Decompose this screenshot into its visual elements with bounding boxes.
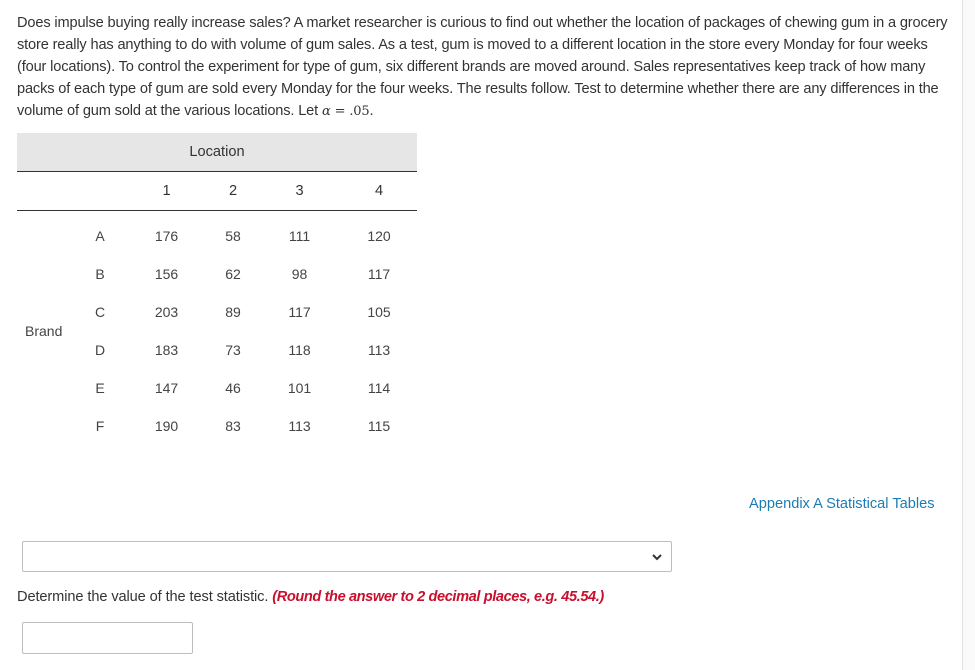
table-row: [17, 255, 417, 293]
alpha-symbol: α: [321, 104, 331, 119]
table-cell: 190: [154, 418, 179, 434]
brand-name: E: [95, 380, 105, 396]
appendix-tables-link[interactable]: Appendix A Statistical Tables: [749, 496, 935, 512]
brand-name: D: [94, 342, 106, 358]
table-cell: 114: [367, 380, 391, 396]
table-cell: 120: [367, 228, 391, 244]
scrollbar-track[interactable]: [962, 0, 975, 670]
table-cell: 101: [287, 380, 312, 396]
test-statistic-input[interactable]: [22, 622, 193, 654]
table-cell: 115: [367, 418, 391, 434]
brand-name: A: [95, 228, 105, 244]
table-cell: 83: [225, 418, 241, 434]
table-cell: 113: [367, 342, 391, 358]
column-header-row: [17, 172, 417, 211]
table-cell: 111: [288, 228, 311, 244]
table-cell: 58: [225, 228, 241, 244]
table-cell: 176: [154, 228, 179, 244]
chevron-down-icon: [651, 551, 663, 563]
instruction-label: Determine the value of the test statistic.: [17, 589, 269, 605]
table-row: [17, 293, 417, 331]
table-cell: 117: [367, 266, 391, 282]
table-cell: 117: [288, 304, 311, 320]
column-header: 1: [125, 172, 208, 211]
table-cell: 62: [225, 266, 241, 282]
table-cell: 73: [225, 342, 241, 358]
table-row: [17, 369, 417, 407]
rounding-note: (Round the answer to 2 decimal places, e.g. 45.54.): [272, 589, 604, 605]
brand-label: Brand: [25, 323, 63, 339]
column-header: 2: [208, 172, 258, 211]
table-cell: 147: [154, 380, 179, 396]
gum-sales-table: [17, 133, 417, 445]
alpha-value: = .05.: [330, 104, 374, 119]
brand-name: F: [95, 418, 105, 434]
table-row: [17, 217, 417, 255]
question-body: Does impulse buying really increase sales? A market researcher is curious to find out whether the location of packages of chewing gum in a grocery store really has anything to do with volume of gum sales. As a test, gum is moved to a different location in the store every Monday for four weeks (four locations). To control the experiment for type of gum, six different brands are moved around. Sales representatives keep track of how many packs of each type of gum are sold every Monday for the four weeks. The results follow. Test to determine whether there are any differences in the volume of gum sold at the various locations. Let: [17, 15, 948, 119]
column-header: 3: [258, 172, 341, 211]
table-cell: 46: [225, 380, 241, 396]
location-header: Location: [17, 133, 417, 172]
column-header: 4: [341, 172, 417, 211]
table-cell: 89: [225, 304, 241, 320]
brand-name: C: [94, 304, 106, 320]
table-cell: 203: [154, 304, 179, 320]
alpha-expression: [322, 104, 374, 119]
brand-name: B: [95, 266, 105, 282]
table-cell: 156: [154, 266, 179, 282]
table-row: [17, 407, 417, 445]
table-cell: 98: [291, 266, 308, 282]
table-cell: 118: [288, 342, 311, 358]
instruction-text: [17, 589, 604, 605]
table-cell: 113: [288, 418, 311, 434]
table-row: [17, 331, 417, 369]
table-cell: 105: [367, 304, 391, 320]
question-text: [17, 12, 952, 123]
table-cell: 183: [154, 342, 179, 358]
answer-dropdown[interactable]: [22, 541, 672, 572]
